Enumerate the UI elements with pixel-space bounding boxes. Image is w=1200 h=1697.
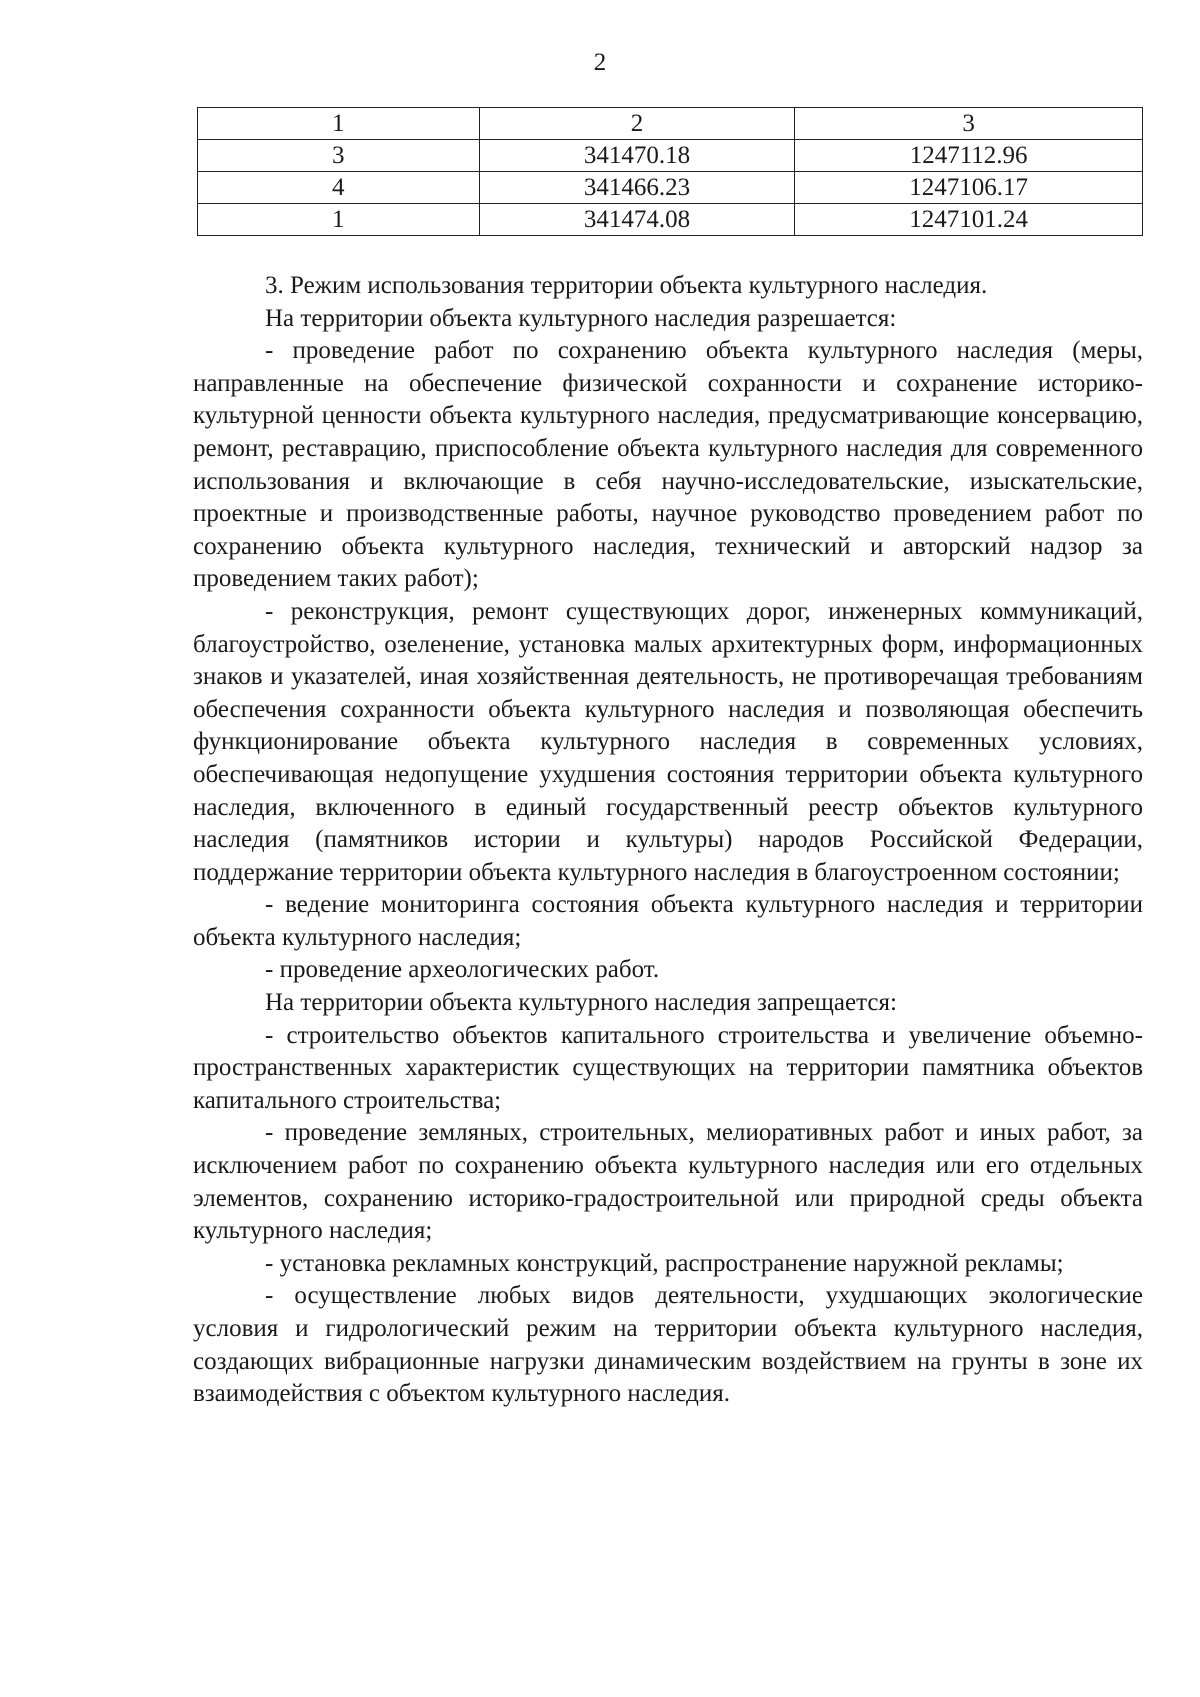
y-coordinate-cell: 1247106.17 xyxy=(795,172,1143,204)
paragraph-prohibited-item: - осуществление любых видов деятельности, ухудшающих экологические условия и гидрологический режим на территории объекта культурного наследия, создающих вибрационные нагрузки динамическим воздействием на грунты в зоне их взаимодействия с объектом культурного наследия. xyxy=(193,1282,1143,1408)
coordinates-table xyxy=(197,107,1143,236)
point-number-cell: 1 xyxy=(198,204,480,236)
paragraph-permitted-item: - реконструкция, ремонт существующих дорог, инженерных коммуникаций, благоустройство, озеленение, установка малых архитектурных форм, информационных знаков и указателей, иная хозяйственная деятельность, не противоречащая требованиям обеспечения сохранности объекта культурного наследия и позволяющая обеспечить функционирование объекта культурного наследия в современных условиях, обеспечивающая недопущение ухудшения состояния территории объекта культурного наследия, включенного в единый государственный реестр объектов культурного наследия (памятников истории и культуры) народов Российской Федерации, поддержание территории объекта культурного наследия в благоустроенном состоянии; xyxy=(193,597,1143,886)
paragraph-permitted-intro: На территории объекта культурного наследия разрешается: xyxy=(265,304,897,332)
paragraph-permitted-item: - проведение работ по сохранению объекта культурного наследия (меры, направленные на обеспечение физической сохранности и сохранение историко-культурной ценности объекта культурного наследия, предусматривающие консервацию, ремонт, реставрацию, приспособление объекта культурного наследия для современного использования и включающие в себя научно-исследовательские, изыскательские, проектные и производственные работы, научное руководство проведением работ по сохранению объекта культурного наследия, технический и авторский надзор за проведением таких работ); xyxy=(193,337,1143,593)
x-coordinate-cell: 341474.08 xyxy=(479,204,795,236)
table-header-cell: 1 xyxy=(198,108,480,140)
table-header-cell: 2 xyxy=(479,108,795,140)
table-row xyxy=(198,140,1143,172)
table-header-row xyxy=(198,108,1143,140)
paragraph-permitted-item: - проведение археологических работ. xyxy=(265,956,660,984)
document-body xyxy=(193,270,1143,1411)
table-header-cell: 3 xyxy=(795,108,1143,140)
x-coordinate-cell: 341466.23 xyxy=(479,172,795,204)
paragraph-prohibited-item: - проведение земляных, строительных, мелиоративных работ и иных работ, за исключением работ по сохранению объекта культурного наследия или его отдельных элементов, сохранению историко-градостроительной или природной среды объекта культурного наследия; xyxy=(193,1119,1143,1245)
paragraph-permitted-item: - ведение мониторинга состояния объекта культурного наследия и территории объекта культурного наследия; xyxy=(193,891,1143,951)
page-number: 2 xyxy=(593,49,607,76)
point-number-cell: 4 xyxy=(198,172,480,204)
section-heading: 3. Режим использования территории объекта культурного наследия. xyxy=(265,272,988,299)
y-coordinate-cell: 1247101.24 xyxy=(795,204,1143,236)
paragraph-prohibited-intro: На территории объекта культурного наследия запрещается: xyxy=(265,989,897,1017)
table-row xyxy=(198,172,1143,204)
x-coordinate-cell: 341470.18 xyxy=(479,140,795,172)
table-row xyxy=(198,204,1143,236)
y-coordinate-cell: 1247112.96 xyxy=(795,140,1143,172)
point-number-cell: 3 xyxy=(198,140,480,172)
paragraph-prohibited-item: - строительство объектов капитального строительства и увеличение объемно-пространственных характеристик существующих на территории памятника объектов капитального строительства; xyxy=(193,1021,1143,1114)
paragraph-prohibited-item: - установка рекламных конструкций, распространение наружной рекламы; xyxy=(265,1249,1064,1277)
